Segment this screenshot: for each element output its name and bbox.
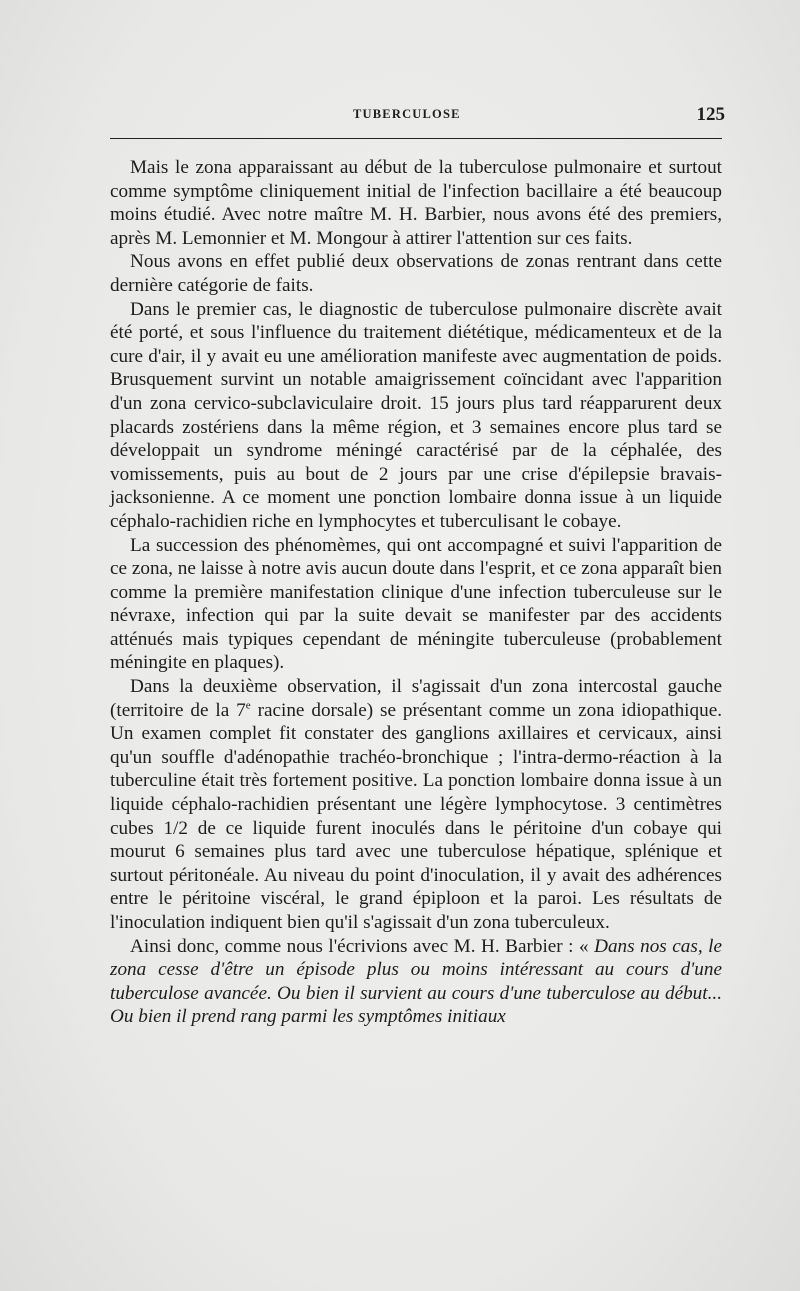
page-number: 125 [696, 104, 725, 125]
ordinal-superscript: e [245, 699, 251, 712]
quoted-text: Dans nos cas, le zona cesse d'être un épisode plus ou moins intéressant au cours d'une tuberculose avancée. Ou bien il survient au cours d'une tuberculose au début... Ou bien il prend rang parmi les symptômes initiaux [110, 935, 722, 1028]
paragraph-first-case: Dans le premier cas, le diagnostic de tuberculose pulmonaire discrète avait été porté, et sous l'influence du traitement diététique, médicamenteux et de la cure d'air, il y avait eu une amélioration manifeste avec augmentation de poids. Brusquement survint un notable amaigrissement coïncidant avec l'apparition d'un zona cervico-subclaviculaire droit. 15 jours plus tard réapparurent deux placards zostériens dans la même région, et 3 semaines encore plus tard se développait un syndrome méningé caractérisé par de la céphalée, des vomissements, puis au bout de 2 jours par une crise d'épilepsie bravais-jacksonienne. A ce moment une ponction lombaire donna issue à un liquide céphalo-rachidien riche en lymphocytes et tuberculisant le cobaye. [110, 298, 722, 532]
second-observation-text-start: Dans la deuxième observation, il s'agissait d'un zona intercostal gauche (territoire de la 7 [110, 676, 722, 721]
paragraph-published-observations: Nous avons en effet publié deux observations de zonas rentrant dans cette dernière catégorie de faits. [110, 251, 722, 296]
second-observation-text-end: racine dorsale) se présentant comme un zona idiopathique. Un examen complet fit constater des ganglions axillaires et cervicaux, ainsi qu'un souffle d'adénopathie trachéo-bronchique ; l'intra-dermo-réaction à la tuberculine était très fortement positive. La ponction lombaire donna issue à un liquide céphalo-rachidien présentant une légère lymphocytose. 3 centimètres cubes 1/2 de ce liquide furent inoculés dans le péritoine d'un cobaye qui mourut 6 semaines plus tard avec une tuberculose hépatique, splénique et surtout péritonéale. Au niveau du point d'inoculation, il y avait des adhérences entre le péritoine viscéral, le grand épiploon et la paroi. Les résultats de l'inoculation indiquent bien qu'il s'agissait d'un zona tuberculeux. [110, 699, 723, 933]
running-title: TUBERCULOSE [353, 107, 461, 121]
paragraph-zona-early-tuberculosis: Mais le zona apparaissant au début de la tuberculose pulmonaire et surtout comme symptôme cliniquement initial de l'infection bacillaire a été beaucoup moins étudié. Avec notre maître M. H. Barbier, nous avons été des premiers, après M. Lemonnier et M. Mongour à attirer l'attention sur ces faits. [110, 157, 722, 249]
paragraph-succession-phenomena: La succession des phénomèmes, qui ont accompagné et suivi l'apparition de ce zona, ne laisse à notre avis aucun doute dans l'esprit, et ce zona apparaît bien comme la première manifestation clinique d'une infection tuberculeuse sur le névraxe, infection qui par la suite devait se manifester par des accidents atténués mais typiques cependant de méningite tuberculeuse (probablement méningite en plaques). [110, 534, 722, 674]
body-text [110, 156, 722, 1029]
running-head [110, 104, 730, 128]
header-rule [110, 138, 722, 139]
paragraph-second-observation [110, 675, 722, 935]
quote-introduction: Ainsi donc, comme nous l'écrivions avec M. H. Barbier : « [130, 935, 595, 957]
paragraph-conclusion-quote [110, 935, 722, 1029]
